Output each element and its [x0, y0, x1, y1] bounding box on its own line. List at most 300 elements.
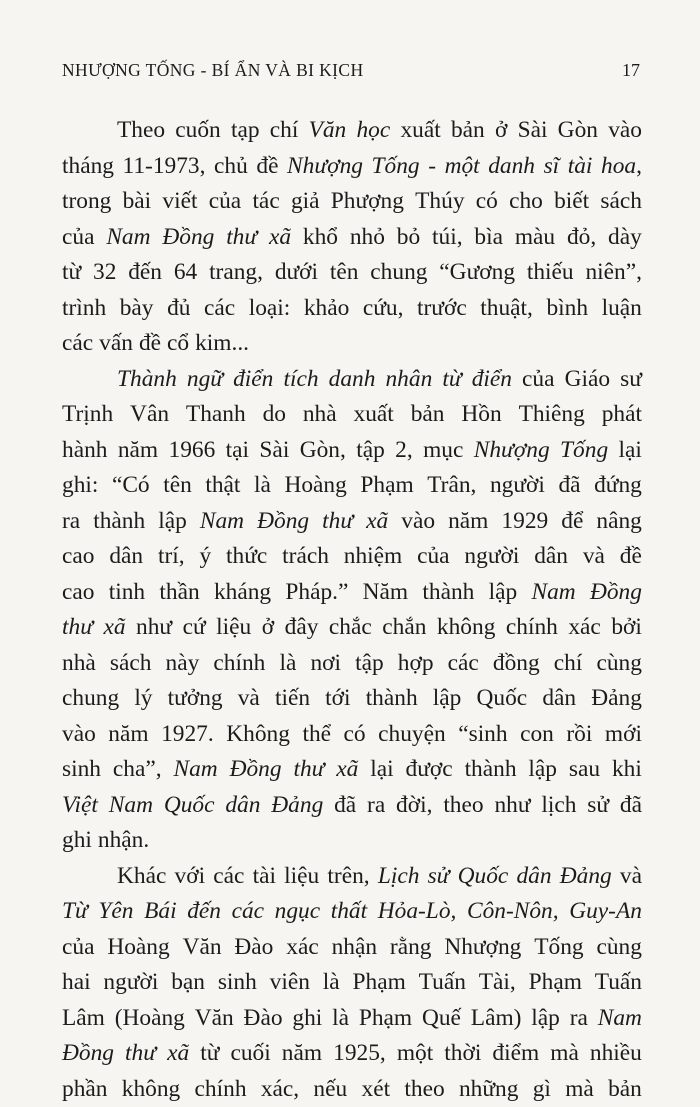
word: bản: [608, 1072, 642, 1107]
italic-word: Văn: [309, 113, 347, 149]
word: đã: [334, 788, 356, 824]
word: 2,: [395, 433, 413, 469]
word: có: [476, 184, 498, 220]
italic-word: Nam: [109, 788, 153, 824]
word: nhà: [303, 397, 337, 433]
word: năm: [108, 717, 148, 753]
word: này: [166, 646, 200, 682]
word: mục: [423, 433, 463, 469]
word: vào: [62, 717, 96, 753]
word: Năm: [363, 575, 408, 611]
word: Không: [226, 717, 290, 753]
word: bỏ: [397, 220, 420, 256]
word: thức: [226, 539, 267, 575]
italic-word: xã: [167, 1036, 189, 1072]
word: lý: [134, 681, 152, 717]
text-line: [62, 433, 642, 469]
text-line: [62, 681, 642, 717]
word: viết: [162, 184, 197, 220]
word: bản: [451, 113, 485, 149]
word: và: [583, 539, 605, 575]
word: là: [279, 646, 296, 682]
text-line: [62, 326, 642, 362]
word: mới: [605, 717, 642, 753]
word: lập: [433, 681, 462, 717]
word: thành: [93, 504, 145, 540]
word: sử: [587, 788, 609, 824]
italic-word: Việt: [62, 788, 98, 824]
word: nâng: [596, 504, 641, 540]
italic-word: Đồng: [257, 504, 309, 540]
text-line: [62, 610, 642, 646]
word: 1927.: [161, 717, 214, 753]
italic-word: thư: [62, 610, 93, 646]
word: “Gương: [439, 255, 515, 291]
word: có: [344, 717, 366, 753]
italic-word: Côn-Nôn,: [467, 894, 559, 930]
word: đề: [139, 326, 161, 362]
word: là: [254, 468, 271, 504]
word: năm: [282, 1036, 322, 1072]
word: gì: [533, 1072, 551, 1107]
text-line: [62, 539, 642, 575]
italic-word: từ: [442, 362, 461, 398]
word: Sài: [259, 433, 289, 469]
word: Phạm: [360, 468, 413, 504]
word: Trân,: [427, 468, 476, 504]
word: không: [122, 1072, 180, 1107]
word: chính: [506, 610, 558, 646]
italic-word: dân: [516, 859, 551, 895]
italic-word: thư: [226, 220, 257, 256]
word: tưởng: [168, 681, 223, 717]
word: khi: [612, 752, 642, 788]
word: vào: [401, 504, 435, 540]
italic-word: Bái: [144, 894, 176, 930]
text-line: [62, 504, 642, 540]
page-number: 17: [622, 60, 640, 81]
italic-word: danh: [329, 362, 376, 398]
word: và: [238, 681, 260, 717]
italic-word: ngữ: [187, 362, 223, 398]
word: thành: [422, 575, 474, 611]
word: dân: [542, 681, 576, 717]
word: với: [175, 859, 206, 895]
word: lập: [528, 752, 557, 788]
word: “Có: [112, 468, 150, 504]
word: mà: [550, 1036, 579, 1072]
word: cùng: [596, 930, 641, 966]
text-line: [62, 823, 642, 859]
word: phần: [62, 1072, 107, 1107]
word: đã: [558, 468, 580, 504]
italic-word: Hỏa-Lò,: [378, 894, 457, 930]
word: Đào: [244, 1001, 283, 1037]
word: một: [397, 1036, 433, 1072]
word: cùng: [596, 646, 641, 682]
word: sinh: [62, 752, 101, 788]
italic-word: thư: [322, 504, 353, 540]
word: Phạm: [353, 965, 406, 1001]
italic-word: Đồng: [162, 220, 214, 256]
text-line: [62, 113, 642, 149]
word-group: [601, 149, 642, 185]
word: chính: [213, 646, 265, 682]
word: túi,: [432, 220, 463, 256]
word: nhận: [332, 930, 377, 966]
word: viên: [270, 965, 310, 1001]
word: tại: [226, 433, 249, 469]
word: đã: [620, 788, 642, 824]
word: đứng: [594, 468, 642, 504]
word: chuyện: [378, 717, 446, 753]
word: các: [204, 291, 235, 327]
italic-word: thư: [293, 752, 324, 788]
word: Nhượng: [444, 930, 521, 966]
word: ở: [495, 113, 507, 149]
word: cuốn: [175, 113, 220, 149]
word: tập: [355, 646, 384, 682]
italic-word: điển: [472, 362, 512, 398]
italic-word: Guy-An: [569, 894, 642, 930]
word: cổ: [167, 326, 189, 362]
word: nhiệm: [344, 539, 402, 575]
word: của: [62, 220, 94, 256]
word: nhà: [62, 646, 96, 682]
word: cho: [509, 184, 543, 220]
header-title: NHƯỢNG TỐNG - BÍ ẨN VÀ BI KỊCH: [62, 60, 364, 81]
word: và: [620, 859, 642, 895]
word: không: [437, 610, 495, 646]
word: thiếu: [527, 255, 574, 291]
text-line: [62, 1072, 642, 1107]
word: lại: [370, 752, 393, 788]
word: 1929: [501, 504, 548, 540]
word: bình: [546, 291, 588, 327]
word: 64: [174, 255, 197, 291]
word: xác: [286, 930, 318, 966]
word: bạn: [171, 965, 205, 1001]
word: vào: [608, 113, 642, 149]
word: theo: [404, 1072, 444, 1107]
word: bản: [411, 397, 445, 433]
word: xác: [568, 610, 600, 646]
italic-word: Yên: [98, 894, 133, 930]
word: Sài: [518, 113, 548, 149]
word: cứ: [183, 610, 206, 646]
word: Tống: [534, 930, 583, 966]
word: thuật,: [480, 291, 533, 327]
italic-word: Nhượng: [474, 433, 550, 469]
word: xét: [362, 1072, 391, 1107]
word: Theo: [117, 113, 165, 149]
text-line: [62, 220, 642, 256]
word: nhỏ: [350, 220, 385, 256]
italic-word: Nam: [598, 1001, 642, 1037]
word: các: [62, 326, 93, 362]
word: lập: [531, 1001, 560, 1037]
word: từ: [200, 1036, 219, 1072]
word: ,: [636, 153, 642, 179]
italic-word: sĩ: [544, 149, 560, 185]
italic-word: ngục: [275, 894, 320, 930]
word: trang,: [209, 255, 263, 291]
word: theo: [443, 788, 483, 824]
word: chắn: [382, 610, 426, 646]
italic-word: xã: [103, 610, 125, 646]
word: tài: [253, 859, 276, 895]
word: Phạm: [529, 965, 582, 1001]
body-text: [62, 113, 642, 1107]
word: ghi: [62, 823, 92, 859]
word: dân: [534, 539, 568, 575]
word: như: [136, 610, 172, 646]
word: người: [464, 539, 519, 575]
word: xác,: [261, 1072, 299, 1107]
italic-word: hoa: [601, 153, 636, 179]
word: chí: [554, 646, 583, 682]
word: loại:: [249, 291, 291, 327]
word: Hồn: [461, 397, 501, 433]
word: để: [561, 504, 583, 540]
italic-word: xã: [366, 504, 388, 540]
word: Đảng: [591, 681, 642, 717]
word: lập: [158, 504, 187, 540]
word: Hoàng: [107, 930, 169, 966]
text-line: [62, 930, 642, 966]
word: trước: [417, 291, 467, 327]
italic-word: đến: [187, 894, 221, 930]
word: chung: [370, 255, 427, 291]
word: giả: [291, 184, 320, 220]
word: (Hoàng: [115, 1001, 185, 1037]
italic-word: Lịch: [378, 859, 420, 895]
word: Quốc: [477, 681, 528, 717]
word: bài: [123, 184, 152, 220]
italic-word: Đảng: [560, 859, 612, 895]
word: trí,: [158, 539, 185, 575]
word: chung: [62, 681, 119, 717]
text-line: [62, 397, 642, 433]
text-line: [62, 965, 642, 1001]
word: dày: [608, 220, 642, 256]
italic-word: xã: [336, 752, 358, 788]
word: ra: [62, 504, 80, 540]
word: tên: [163, 468, 192, 504]
word: vấn: [99, 326, 133, 362]
word: chí: [270, 113, 299, 149]
word: tác: [252, 184, 279, 220]
word: Tuấn: [419, 965, 466, 1001]
italic-word: thư: [125, 1036, 156, 1072]
italic-word: Thành: [117, 362, 177, 398]
word: cao: [62, 539, 94, 575]
word: chính: [195, 1072, 247, 1107]
word: xuất: [400, 113, 440, 149]
word: kim...: [195, 326, 249, 362]
word: bởi: [611, 610, 642, 646]
word: tập: [356, 433, 385, 469]
word: các: [213, 859, 244, 895]
word: đủ: [167, 291, 190, 327]
word: từ: [62, 255, 81, 291]
word: ở: [262, 610, 274, 646]
text-line: [62, 362, 642, 398]
word: thời: [444, 1036, 481, 1072]
word: lập: [489, 575, 518, 611]
word: kháng: [214, 575, 271, 611]
word: “sinh: [458, 717, 507, 753]
word: nhận.: [98, 823, 149, 859]
italic-word: Đồng: [590, 575, 642, 611]
word: Tài,: [479, 965, 516, 1001]
text-line: [62, 468, 642, 504]
word: Văn: [195, 1001, 234, 1037]
word: nếu: [313, 1072, 347, 1107]
word: người: [103, 965, 158, 1001]
word: Phượng: [331, 184, 404, 220]
italic-word: tích: [283, 362, 318, 398]
word: cuối: [230, 1036, 270, 1072]
text-line: [62, 717, 642, 753]
word: những: [459, 1072, 518, 1107]
word: tiến: [275, 681, 310, 717]
italic-word: các: [232, 894, 264, 930]
word: thành: [465, 752, 517, 788]
word: Giáo: [565, 362, 610, 398]
italic-word: -: [428, 149, 436, 185]
word: 1966: [169, 433, 216, 469]
word: ghi: [292, 1001, 322, 1037]
italic-word: Đồng: [230, 752, 282, 788]
word: thành: [366, 681, 418, 717]
word: là: [323, 965, 340, 1001]
word: ghi:: [62, 468, 98, 504]
word: các: [448, 646, 479, 682]
word: Lâm): [471, 1001, 522, 1037]
word: Quế: [422, 1001, 461, 1037]
word: Hoàng: [284, 468, 346, 504]
word: chủ: [214, 149, 248, 185]
text-line: [62, 291, 642, 327]
text-line: [62, 149, 642, 185]
italic-word: Nam: [531, 575, 575, 611]
word: dưới: [275, 255, 318, 291]
word: của: [209, 184, 241, 220]
italic-word: tài: [568, 149, 593, 185]
word: Trịnh: [62, 397, 113, 433]
text-line: [62, 788, 642, 824]
word: khổ: [303, 220, 338, 256]
italic-word: nhân: [385, 362, 432, 398]
word: phát: [602, 397, 642, 433]
word: Lâm: [62, 1001, 105, 1037]
word: hai: [62, 965, 91, 1001]
text-line: [62, 1036, 642, 1072]
word: dân: [109, 539, 143, 575]
word: bìa: [474, 220, 503, 256]
word: ý: [199, 539, 211, 575]
word: khảo: [304, 291, 349, 327]
word: hợp: [398, 646, 434, 682]
word: sách: [110, 646, 152, 682]
text-line: [62, 752, 642, 788]
text-line: [62, 575, 642, 611]
word: Vân: [130, 397, 169, 433]
word: đồng: [493, 646, 540, 682]
italic-word: thất: [331, 894, 367, 930]
italic-word: Tống: [560, 433, 608, 469]
italic-word: Nam: [173, 752, 217, 788]
word: tới: [325, 681, 350, 717]
text-line: [62, 184, 642, 220]
word: là: [332, 1001, 349, 1037]
word: hành: [62, 433, 107, 469]
italic-word: học: [356, 113, 390, 149]
italic-word: Đảng: [271, 788, 323, 824]
word: biết: [554, 184, 589, 220]
italic-word: danh: [488, 149, 535, 185]
word: ra: [367, 788, 385, 824]
italic-word: xã: [269, 220, 291, 256]
word: lịch: [541, 788, 576, 824]
word: con: [520, 717, 554, 753]
italic-word: dân: [225, 788, 260, 824]
word: người: [490, 468, 545, 504]
word: đời,: [396, 788, 432, 824]
word: nơi: [310, 646, 341, 682]
word: sinh: [218, 965, 257, 1001]
word: Gòn: [558, 113, 598, 149]
word: liệu: [284, 859, 319, 895]
italic-word: Quốc: [164, 788, 215, 824]
word: cao: [62, 575, 94, 611]
text-line: [62, 255, 642, 291]
italic-word: sử: [428, 859, 450, 895]
word: thể: [302, 717, 331, 753]
word: sách: [600, 184, 642, 220]
word: của: [522, 362, 554, 398]
word: mà: [565, 1072, 594, 1107]
word: Thanh: [186, 397, 246, 433]
word: Khác: [117, 859, 166, 895]
word: tháng: [62, 149, 114, 185]
italic-word: một: [445, 149, 480, 185]
word: đỏ,: [567, 220, 596, 256]
italic-word: Đồng: [62, 1036, 114, 1072]
word: Pháp.”: [285, 575, 348, 611]
word: tên: [330, 255, 359, 291]
word: điểm: [492, 1036, 539, 1072]
italic-word: điển: [233, 362, 273, 398]
italic-word: Từ: [62, 894, 88, 930]
word: thật: [205, 468, 240, 504]
italic-word: Nam: [200, 504, 244, 540]
word: do: [263, 397, 286, 433]
word: chắc: [329, 610, 372, 646]
word: xuất: [354, 397, 394, 433]
word: 11-1973,: [123, 149, 206, 185]
word: như: [494, 788, 530, 824]
word: lại: [619, 433, 642, 469]
word: ra: [570, 1001, 588, 1037]
word: Thúy: [415, 184, 464, 220]
word: rồi: [566, 717, 592, 753]
italic-word: Quốc: [458, 859, 509, 895]
word: Văn: [183, 930, 222, 966]
word: trên,: [327, 859, 369, 895]
italic-word: Nam: [106, 220, 150, 256]
